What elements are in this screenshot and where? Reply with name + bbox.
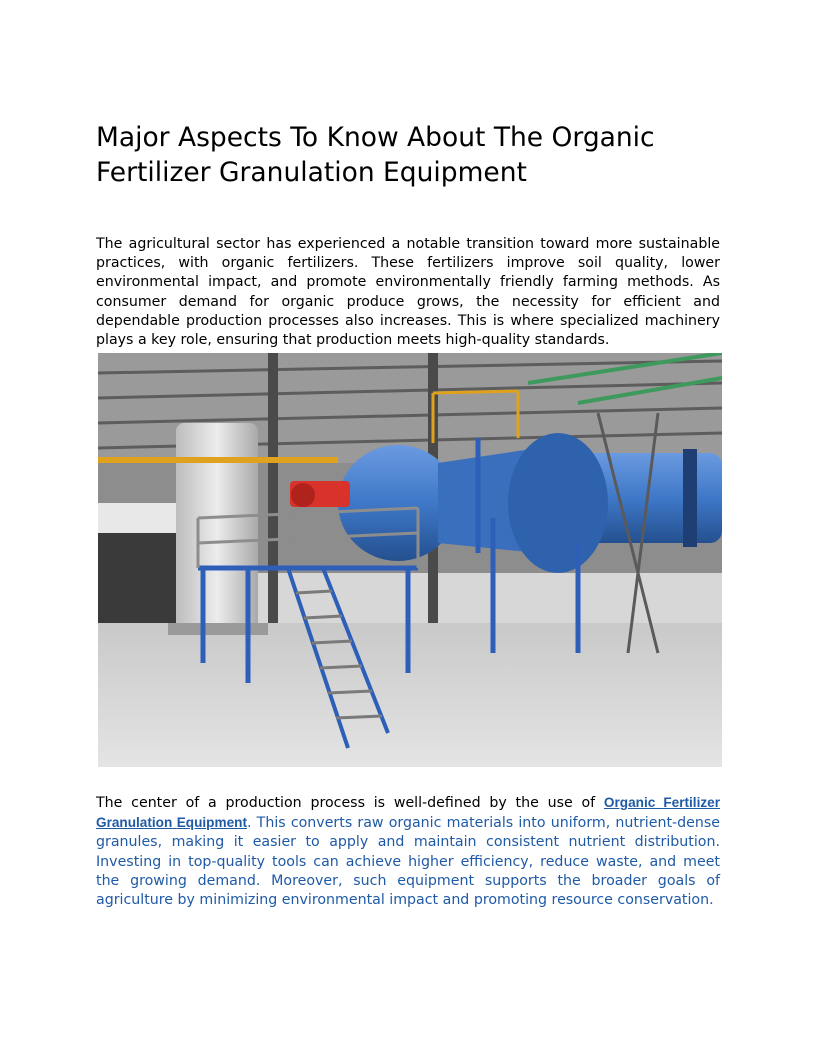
burner-fan [291, 483, 315, 507]
equipment-photo [98, 353, 722, 767]
dark-pile [98, 533, 188, 633]
article-title: Major Aspects To Know About The Organic Fertilizer Granulation Equipment [96, 122, 655, 188]
body-lead: The center of a production process is well-defined by the use of [96, 795, 604, 811]
cyclone-body [508, 433, 608, 573]
body-paragraph [96, 793, 720, 910]
tank-base [168, 623, 268, 635]
intro-paragraph: The agricultural sector has experienced a notable transition toward more sustainable practices, with organic fertilizers. These fertilizers improve soil quality, lower environmental impact, and promote environmentally friendly farming methods. As consumer demand for organic produce grows, the necessity for efficient and dependable production processes also increases. This is where specialized machinery plays a key role, ensuring that production meets high-quality standards. [96, 236, 720, 349]
drum-ring [683, 449, 697, 547]
column-left [268, 353, 278, 653]
gas-pipe [98, 457, 338, 463]
product-link[interactable]: Organic Fertilizer Granulation Equipment [96, 795, 720, 831]
body-rest: . This converts raw organic materials into uniform, nutrient-dense granules, making it easier to apply and maintain consistent nutrient distribution. Investing in top-quality tools can achieve higher efficiency, reduce waste, and meet the growing demand. Moreover, such equipment supports the broader goals of agriculture by minimizing environmental impact and promoting resource conservation. [96, 815, 720, 909]
